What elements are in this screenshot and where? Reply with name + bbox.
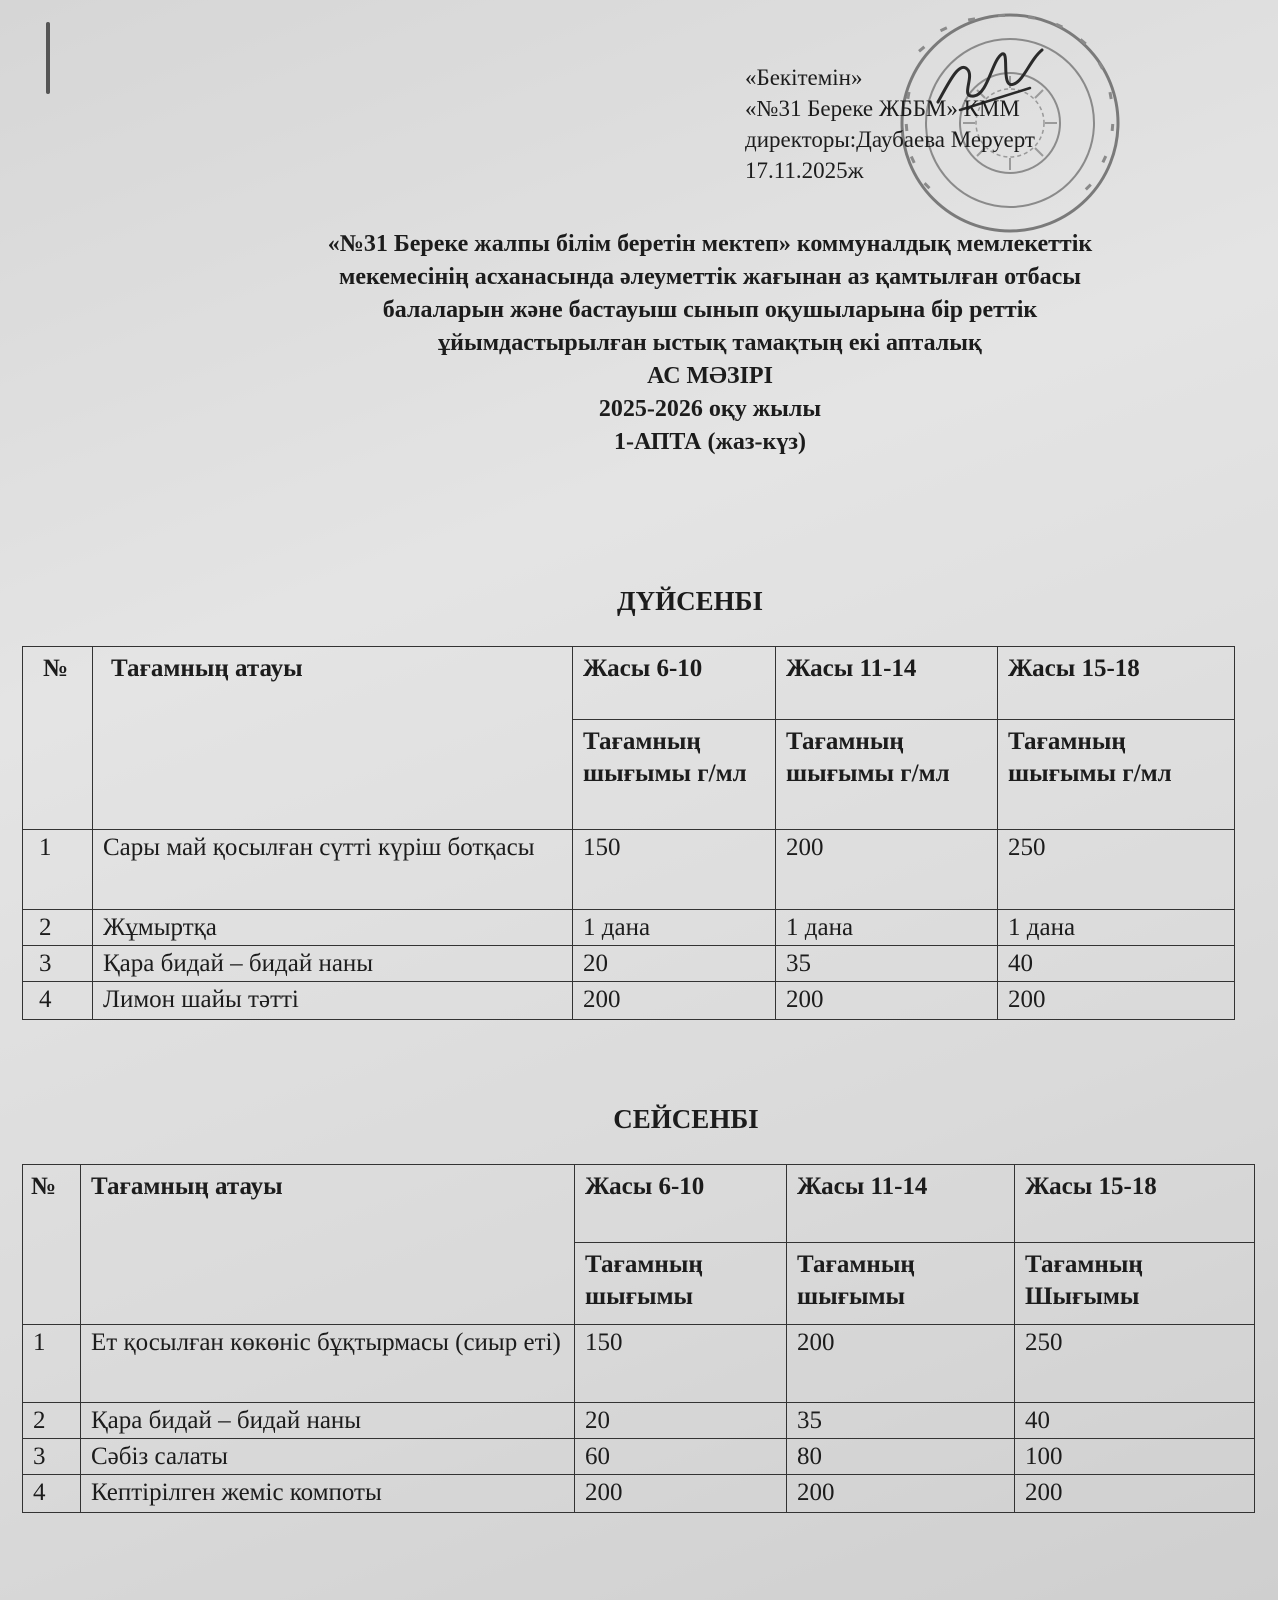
title-line-4: ұйымдастырылған ыстық тамақтың екі апталық bbox=[438, 330, 982, 356]
dish-name: Жұмыртқа bbox=[93, 910, 573, 946]
portion-15-18: 200 bbox=[998, 982, 1235, 1020]
tuesday-col-num: № bbox=[23, 1165, 81, 1325]
table-row bbox=[23, 1475, 1255, 1513]
table-row bbox=[23, 1325, 1255, 1403]
row-number: 3 bbox=[23, 946, 93, 982]
title-line-3: балаларын және бастауыш сынып оқушыларына бір реттік bbox=[382, 297, 1038, 323]
title-line-2: мекемесінің асханасында әлеуметтік жағынан аз қамтылған отбасы bbox=[338, 264, 1082, 290]
portion-15-18: 1 дана bbox=[998, 910, 1235, 946]
monday-yield-1: Тағамның шығымы г/мл bbox=[573, 720, 776, 830]
title-line-6: 2025-2026 оқу жылы bbox=[598, 396, 822, 422]
tuesday-age-11-14: Жасы 11-14 bbox=[787, 1165, 1015, 1243]
portion-6-10: 200 bbox=[573, 982, 776, 1020]
table-row bbox=[23, 830, 1235, 910]
tuesday-menu-table bbox=[22, 1164, 1255, 1513]
monday-col-num: № bbox=[23, 647, 93, 830]
tuesday-heading: СЕЙСЕНБІ bbox=[613, 1104, 759, 1134]
row-number: 1 bbox=[23, 1325, 81, 1403]
portion-6-10: 20 bbox=[575, 1403, 787, 1439]
tuesday-header-row bbox=[23, 1165, 1255, 1243]
approval-line-2: «№31 Береке ЖББМ» КММ bbox=[745, 96, 1020, 121]
row-number: 3 bbox=[23, 1439, 81, 1475]
portion-11-14: 80 bbox=[787, 1439, 1015, 1475]
row-number: 1 bbox=[23, 830, 93, 910]
portion-11-14: 35 bbox=[776, 946, 998, 982]
row-number: 2 bbox=[23, 910, 93, 946]
title-line-1: «№31 Береке жалпы білім беретін мектеп» коммуналдық мемлекеттік bbox=[327, 231, 1093, 257]
dish-name: Кептірілген жеміс компоты bbox=[81, 1475, 575, 1513]
title-line-5: АС МӘЗІРІ bbox=[647, 363, 773, 389]
table-row bbox=[23, 946, 1235, 982]
monday-header-row bbox=[23, 647, 1235, 720]
table-row bbox=[23, 1439, 1255, 1475]
portion-11-14: 200 bbox=[776, 830, 998, 910]
portion-15-18: 250 bbox=[998, 830, 1235, 910]
portion-6-10: 150 bbox=[575, 1325, 787, 1403]
approval-line-4: 17.11.2025ж bbox=[745, 158, 864, 183]
table-row bbox=[23, 910, 1235, 946]
tuesday-age-15-18: Жасы 15-18 bbox=[1015, 1165, 1255, 1243]
portion-11-14: 200 bbox=[776, 982, 998, 1020]
row-number: 2 bbox=[23, 1403, 81, 1439]
tuesday-age-6-10: Жасы 6-10 bbox=[575, 1165, 787, 1243]
approval-line-3: директоры:Даубаева Меруерт bbox=[745, 127, 1035, 152]
portion-6-10: 150 bbox=[573, 830, 776, 910]
dish-name: Қара бидай – бидай наны bbox=[81, 1403, 575, 1439]
monday-yield-3: Тағамның шығымы г/мл bbox=[998, 720, 1235, 830]
portion-6-10: 60 bbox=[575, 1439, 787, 1475]
portion-15-18: 200 bbox=[1015, 1475, 1255, 1513]
portion-11-14: 35 bbox=[787, 1403, 1015, 1439]
portion-6-10: 1 дана bbox=[573, 910, 776, 946]
portion-6-10: 20 bbox=[573, 946, 776, 982]
monday-heading: ДҮЙСЕНБІ bbox=[617, 586, 763, 616]
row-number: 4 bbox=[23, 1475, 81, 1513]
monday-menu-table bbox=[22, 646, 1235, 1020]
edge-mark bbox=[46, 22, 50, 94]
dish-name: Қара бидай – бидай наны bbox=[93, 946, 573, 982]
table-row bbox=[23, 1403, 1255, 1439]
approval-line-1: «Бекітемін» bbox=[745, 65, 863, 90]
row-number: 4 bbox=[23, 982, 93, 1020]
title-line-7: 1-АПТА (жаз-күз) bbox=[613, 429, 807, 455]
portion-15-18: 100 bbox=[1015, 1439, 1255, 1475]
monday-age-6-10: Жасы 6-10 bbox=[573, 647, 776, 720]
tuesday-yield-3: Тағамның Шығымы bbox=[1015, 1243, 1255, 1325]
portion-15-18: 40 bbox=[1015, 1403, 1255, 1439]
dish-name: Сары май қосылған сүтті күріш ботқасы bbox=[93, 830, 573, 910]
tuesday-yield-2: Тағамның шығымы bbox=[787, 1243, 1015, 1325]
monday-yield-2: Тағамның шығымы г/мл bbox=[776, 720, 998, 830]
dish-name: Ет қосылған көкөніс бұқтырмасы (сиыр еті) bbox=[81, 1325, 575, 1403]
portion-11-14: 1 дана bbox=[776, 910, 998, 946]
portion-15-18: 250 bbox=[1015, 1325, 1255, 1403]
document-title bbox=[170, 228, 1250, 459]
dish-name: Лимон шайы тәтті bbox=[93, 982, 573, 1020]
portion-11-14: 200 bbox=[787, 1325, 1015, 1403]
monday-age-11-14: Жасы 11-14 bbox=[776, 647, 998, 720]
tuesday-yield-1: Тағамның шығымы bbox=[575, 1243, 787, 1325]
approval-block bbox=[745, 62, 1165, 186]
portion-6-10: 200 bbox=[575, 1475, 787, 1513]
dish-name: Сәбіз салаты bbox=[81, 1439, 575, 1475]
portion-11-14: 200 bbox=[787, 1475, 1015, 1513]
monday-age-15-18: Жасы 15-18 bbox=[998, 647, 1235, 720]
monday-col-name: Тағамның атауы bbox=[93, 647, 573, 830]
portion-15-18: 40 bbox=[998, 946, 1235, 982]
table-row bbox=[23, 982, 1235, 1020]
tuesday-col-name: Тағамның атауы bbox=[81, 1165, 575, 1325]
